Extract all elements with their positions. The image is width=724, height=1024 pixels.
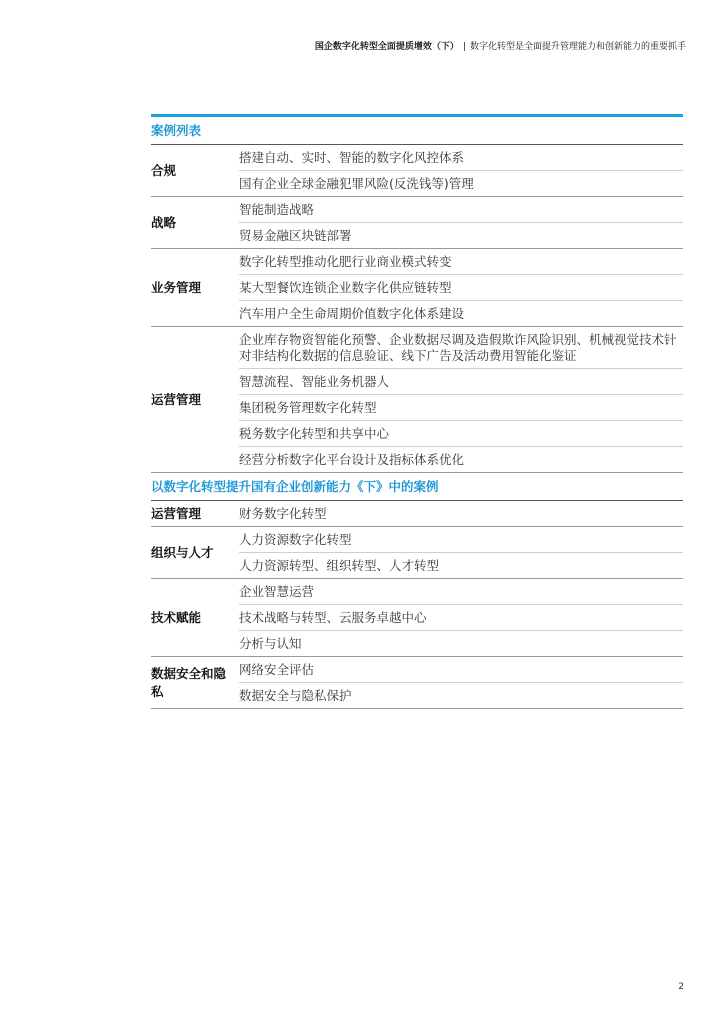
list-item: 税务数字化转型和共享中心 [239,421,683,447]
category-label: 运营管理 [151,391,202,407]
table-group [151,657,683,709]
list-item: 某大型餐饮连锁企业数字化供应链转型 [239,275,683,301]
list-item: 汽车用户全生命周期价值数字化体系建设 [239,306,465,321]
category-label: 业务管理 [151,279,202,295]
category-label: 数据安全和隐私 [151,665,227,699]
running-header [315,39,686,52]
list-item: 搭建自动、实时、智能的数字化风控体系 [239,145,683,171]
page-number: 2 [678,982,684,992]
header-subtitle: 数字化转型是全面提升管理能力和创新能力的重要抓手 [469,42,686,52]
category-label: 战略 [151,214,177,230]
category-label: 运营管理 [151,505,202,521]
header-title: 国企数字化转型全面提质增效（下） [314,42,459,52]
list-item: 数字化转型推动化肥行业商业模式转变 [239,249,683,275]
list-item: 国有企业全球金融犯罪风险(反洗钱等)管理 [239,176,474,191]
list-item: 智慧流程、智能业务机器人 [239,369,683,395]
list-item: 企业库存物资智能化预警、企业数据尽调及造假欺诈风险识别、机械视觉技术针对非结构化数据的信息验证、线下广告及活动费用智能化鉴证 [239,327,683,369]
list-item: 分析与认知 [239,636,302,651]
list-item: 人力资源转型、组织转型、人才转型 [239,558,440,573]
list-item: 数据安全与隐私保护 [239,688,352,703]
table-group [151,197,683,249]
table-group [151,327,683,473]
list-item: 人力资源数字化转型 [239,527,683,553]
list-item: 财务数字化转型 [239,506,327,521]
table-group [151,501,683,527]
list-item: 网络安全评估 [239,657,683,683]
list-item: 贸易金融区块链部署 [239,228,352,243]
section-title: 以数字化转型提升国有企业创新能力《下》中的案例 [151,473,683,501]
category-label: 技术赋能 [151,609,202,625]
list-item: 企业智慧运营 [239,579,683,605]
table-group [151,579,683,657]
list-item: 智能制造战略 [239,197,683,223]
list-item: 集团税务管理数字化转型 [239,395,683,421]
list-item: 经营分析数字化平台设计及指标体系优化 [239,452,465,467]
category-label: 组织与人才 [151,544,214,560]
table-group [151,145,683,197]
header-separator: | [462,42,466,52]
category-label: 合规 [151,162,177,178]
case-table [151,114,683,709]
table-group [151,527,683,579]
list-item: 技术战略与转型、云服务卓越中心 [239,605,683,631]
section-title: 案例列表 [151,117,683,145]
table-group [151,249,683,327]
